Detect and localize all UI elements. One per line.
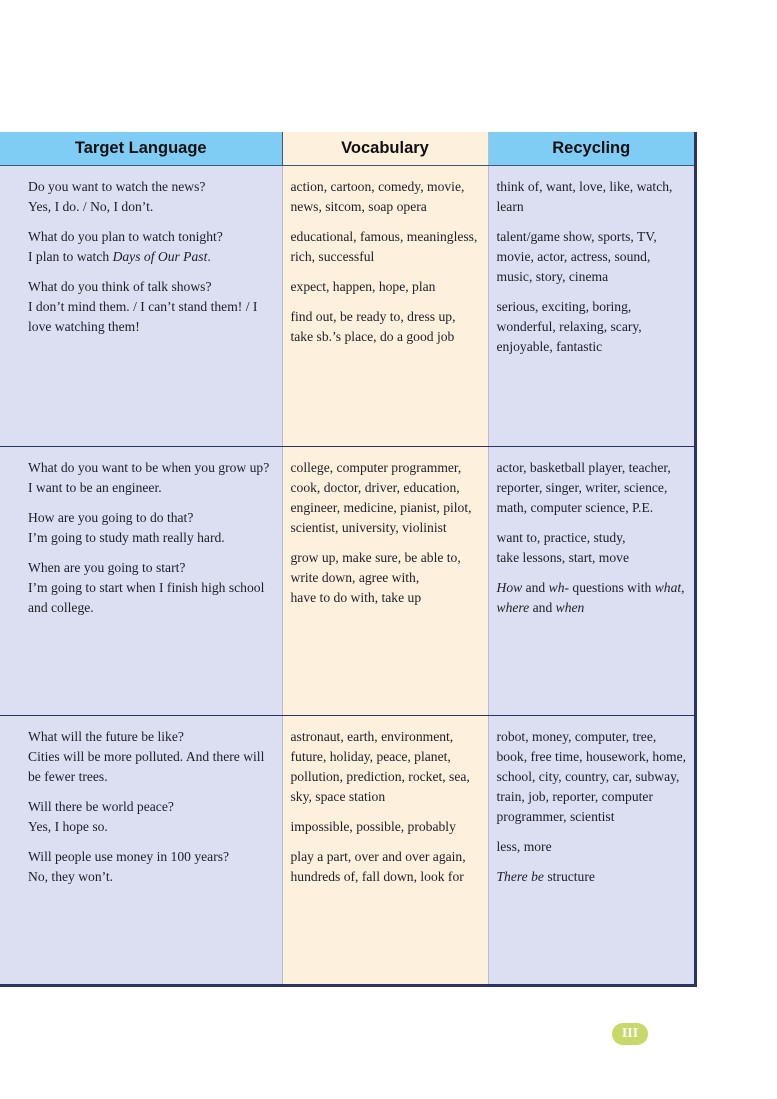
- line: I’m going to study math really hard.: [28, 530, 225, 545]
- text-block: serious, exciting, boring, wonderful, relaxing, scary, enjoyable, fantastic: [496, 299, 642, 354]
- recycling-cell: [488, 716, 694, 985]
- text-block: [28, 847, 274, 887]
- text-block: [28, 458, 274, 498]
- text-block: [28, 177, 274, 217]
- line: What do you want to be when you grow up?: [28, 460, 270, 475]
- table-row: [0, 716, 694, 985]
- header-row: [0, 132, 694, 166]
- line: What will the future be like?: [28, 729, 184, 744]
- italic-title: Days of Our Past: [112, 249, 208, 264]
- text-block: play a part, over and over again, hundreds of, fall down, look for: [290, 849, 466, 884]
- italic-word: There be: [496, 869, 544, 884]
- vocabulary-cell: [282, 447, 488, 716]
- line: No, they won’t.: [28, 869, 114, 884]
- text-block: [497, 528, 687, 568]
- vocabulary-cell: [282, 716, 488, 985]
- line: I plan to watch: [28, 249, 113, 264]
- text-run: structure: [543, 869, 595, 884]
- text-run: ,: [681, 580, 685, 595]
- italic-word: when: [555, 600, 585, 615]
- line: grow up, make sure, be able to, write down, agree with,: [290, 550, 461, 585]
- text-block: [497, 867, 687, 887]
- text-run: questions with: [569, 580, 655, 595]
- vocabulary-cell: [282, 166, 488, 447]
- italic-word: what: [654, 580, 682, 595]
- italic-word: How: [496, 580, 523, 595]
- text-block: impossible, possible, probably: [290, 819, 456, 834]
- line: Will there be world peace?: [28, 799, 174, 814]
- line: have to do with, take up: [290, 590, 422, 605]
- text-block: [28, 508, 274, 548]
- line: want to, practice, study,: [496, 530, 626, 545]
- header-vocabulary: Vocabulary: [282, 132, 488, 166]
- text-block: [28, 558, 274, 618]
- line: What do you think of talk shows?: [28, 279, 212, 294]
- line: Will people use money in 100 years?: [28, 849, 230, 864]
- line: I’m going to start when I finish high school and college.: [28, 580, 265, 615]
- text-block: [28, 277, 274, 337]
- recycling-cell: [488, 166, 694, 447]
- text-run: and: [529, 600, 556, 615]
- italic-word: where: [496, 600, 530, 615]
- curriculum-table-frame: [0, 132, 697, 987]
- line: .: [207, 249, 211, 264]
- target-language-cell: [0, 166, 282, 447]
- text-block: [291, 548, 480, 608]
- table-row: [0, 166, 694, 447]
- text-block: robot, money, computer, tree, book, free time, housework, home, school, city, country, car, subway, train, job, reporter, computer programmer, scientist: [496, 729, 687, 824]
- text-block: [497, 578, 687, 618]
- text-block: educational, famous, meaningless, rich, successful: [290, 229, 478, 264]
- target-language-cell: [0, 447, 282, 716]
- italic-word: wh-: [548, 580, 570, 595]
- text-block: [28, 227, 274, 267]
- text-run: and: [522, 580, 549, 595]
- line: How are you going to do that?: [28, 510, 194, 525]
- text-block: talent/game show, sports, TV, movie, actor, actress, sound, music, story, cinema: [496, 229, 657, 284]
- line: When are you going to start?: [28, 560, 186, 575]
- text-block: expect, happen, hope, plan: [290, 279, 436, 294]
- text-block: [28, 727, 274, 787]
- text-block: [28, 797, 274, 837]
- text-block: think of, want, love, like, watch, learn: [496, 179, 673, 214]
- line: Yes, I do. / No, I don’t.: [28, 199, 154, 214]
- line: Cities will be more polluted. And there will be fewer trees.: [28, 749, 265, 784]
- line: Do you want to watch the news?: [28, 179, 206, 194]
- text-block: astronaut, earth, environment, future, holiday, peace, planet, pollution, prediction, rocket, sea, sky, space station: [290, 729, 470, 804]
- recycling-cell: [488, 447, 694, 716]
- line: What do you plan to watch tonight?: [28, 229, 223, 244]
- text-block: find out, be ready to, dress up, take sb.’s place, do a good job: [290, 309, 456, 344]
- text-block: college, computer programmer, cook, doctor, driver, education, engineer, medicine, pianist, pilot, scientist, university, violinist: [290, 460, 472, 535]
- page-number-badge: III: [612, 1023, 648, 1045]
- text-block: less, more: [496, 839, 552, 854]
- line: I don’t mind them. / I can’t stand them! / I love watching them!: [28, 299, 258, 334]
- target-language-cell: [0, 716, 282, 985]
- text-block: actor, basketball player, teacher, reporter, singer, writer, science, math, computer science, P.E.: [496, 460, 671, 515]
- header-recycling: Recycling: [488, 132, 694, 166]
- curriculum-table: [0, 132, 694, 984]
- header-target-language: Target Language: [0, 132, 282, 166]
- line: I want to be an engineer.: [28, 480, 162, 495]
- text-block: action, cartoon, comedy, movie, news, sitcom, soap opera: [290, 179, 465, 214]
- table-row: [0, 447, 694, 716]
- line: Yes, I hope so.: [28, 819, 108, 834]
- line: take lessons, start, move: [496, 550, 630, 565]
